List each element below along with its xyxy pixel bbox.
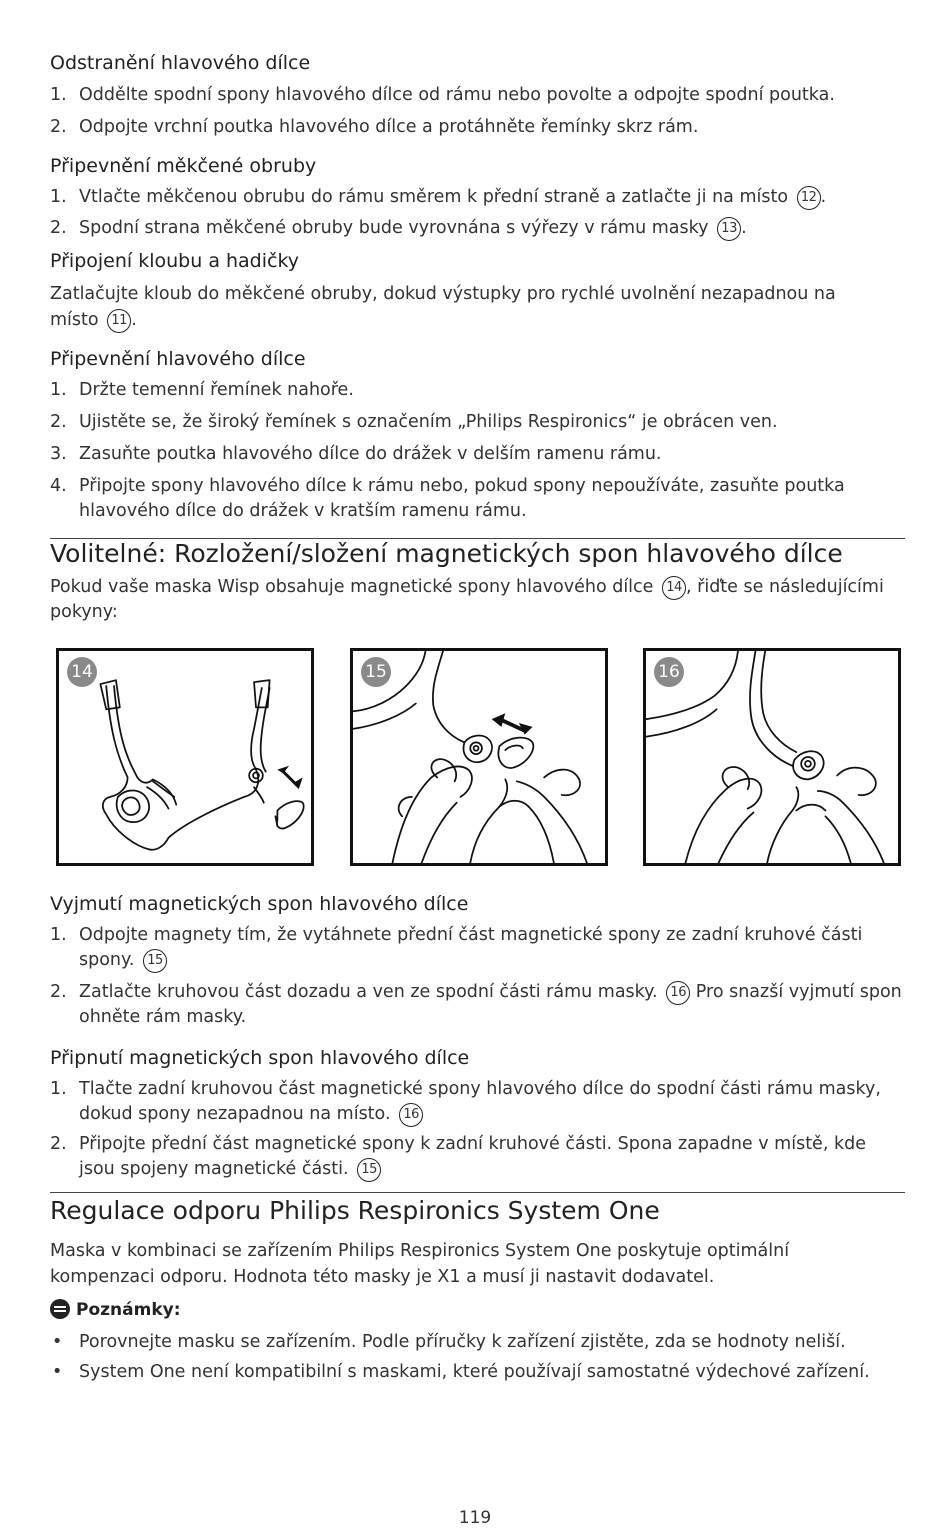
list-item bbox=[50, 1330, 905, 1355]
section-attach-elbow bbox=[50, 249, 840, 333]
figure-16 bbox=[643, 648, 901, 866]
list-item bbox=[50, 923, 905, 973]
list-item bbox=[50, 1360, 905, 1385]
section-title: Připevnění hlavového dílce bbox=[50, 348, 306, 370]
bullet: • bbox=[52, 1332, 63, 1352]
item-number: 2. bbox=[50, 117, 67, 137]
steps-list bbox=[50, 378, 905, 524]
steps-list bbox=[50, 923, 905, 1030]
list-item bbox=[50, 474, 905, 524]
item-number: 1. bbox=[50, 1079, 67, 1099]
figure-14 bbox=[56, 648, 314, 866]
figure-reference: 16 bbox=[399, 1103, 423, 1127]
figure-badge: 16 bbox=[654, 657, 684, 687]
section-divider bbox=[50, 1192, 905, 1193]
remove-clip-illustration bbox=[646, 651, 898, 863]
item-text: Zatlačte kruhovou část dozadu a ven ze spodní části rámu masky. bbox=[79, 982, 658, 1002]
page-number: 119 bbox=[458, 1508, 492, 1528]
item-text: Odpojte magnety tím, že vytáhnete přední část magnetické spony ze zadní kruhové části spony. bbox=[79, 925, 863, 970]
figure-reference: 16 bbox=[666, 981, 690, 1005]
item-text: Připojte přední část magnetické spony k zadní kruhové části. Spona zapadne v místě, kde jsou spojeny magnetické části. bbox=[79, 1134, 866, 1179]
section-title: Připnutí magnetických spon hlavového dílce bbox=[50, 1047, 470, 1069]
item-text: System One není kompatibilní s maskami, které používají samostatné výdechové zařízení. bbox=[79, 1362, 870, 1382]
item-number: 2. bbox=[50, 412, 67, 432]
section-intro bbox=[50, 575, 905, 624]
figure-reference: 12 bbox=[797, 186, 821, 210]
section-attach-cushion bbox=[50, 154, 905, 241]
list-item bbox=[50, 1077, 905, 1127]
paragraph-text: Zatlačujte kloub do měkčené obruby, dokud výstupky pro rychlé uvolnění nezapadnou na místo bbox=[50, 284, 836, 330]
list-item bbox=[50, 83, 905, 108]
list-item bbox=[50, 442, 905, 467]
item-text: Odpojte vrchní poutka hlavového dílce a protáhněte řemínky skrz rám. bbox=[79, 117, 699, 137]
steps-list bbox=[50, 185, 905, 241]
figure-reference: 15 bbox=[357, 1158, 381, 1182]
item-text: Ujistěte se, že široký řemínek s označením „Philips Respironics“ je obrácen ven. bbox=[79, 412, 778, 432]
section-title: Připevnění měkčené obruby bbox=[50, 155, 317, 177]
figure-reference: 11 bbox=[107, 309, 131, 333]
list-item bbox=[50, 378, 905, 403]
section-title: Vyjmutí magnetických spon hlavového dílce bbox=[50, 893, 469, 915]
intro-text: Pokud vaše maska Wisp obsahuje magnetické spony hlavového dílce bbox=[50, 577, 654, 597]
item-number: 4. bbox=[50, 476, 67, 496]
item-number: 1. bbox=[50, 380, 67, 400]
figure-reference: 14 bbox=[662, 576, 686, 600]
section-remove-magnetic-clips bbox=[50, 892, 905, 1030]
item-number: 3. bbox=[50, 444, 67, 464]
item-number: 2. bbox=[50, 218, 67, 238]
figure-reference: 13 bbox=[717, 217, 741, 241]
section-attach-headgear bbox=[50, 347, 905, 524]
item-number: 1. bbox=[50, 85, 67, 105]
item-number: 2. bbox=[50, 1134, 67, 1154]
item-suffix: . bbox=[741, 218, 747, 238]
figure-badge: 15 bbox=[361, 657, 391, 687]
notes-heading bbox=[50, 1298, 905, 1322]
item-text: Oddělte spodní spony hlavového dílce od rámu nebo povolte a odpojte spodní poutka. bbox=[79, 85, 835, 105]
steps-list bbox=[50, 83, 905, 140]
notes-title: Poznámky: bbox=[76, 1300, 181, 1320]
item-text: Vtlačte měkčenou obrubu do rámu směrem k přední straně a zatlačte ji na místo bbox=[79, 187, 789, 207]
figure-badge: 14 bbox=[67, 657, 97, 687]
section-text bbox=[50, 281, 840, 333]
section-system-one bbox=[50, 1196, 840, 1290]
section-text: Maska v kombinaci se zařízením Philips Respironics System One poskytuje optimální kompenzaci odporu. Hodnota této masky je X1 a musí ji nastavit dodavatel. bbox=[50, 1241, 790, 1287]
section-attach-magnetic-clips bbox=[50, 1046, 905, 1182]
item-text: Tlačte zadní kruhovou část magnetické spony hlavového dílce do spodní části rámu masky, dokud spony nezapadnou na místo. bbox=[79, 1079, 881, 1124]
notes-list bbox=[50, 1330, 905, 1385]
list-item bbox=[50, 1132, 905, 1182]
item-text: Držte temenní řemínek nahoře. bbox=[79, 380, 354, 400]
item-number: 1. bbox=[50, 187, 67, 207]
item-text: Připojte spony hlavového dílce k rámu nebo, pokud spony nepoužíváte, zasuňte poutka hlavového dílce do drážek v kratším ramenu rámu. bbox=[79, 476, 845, 521]
item-text: Spodní strana měkčené obruby bude vyrovnána s výřezy v rámu masky bbox=[79, 218, 709, 238]
item-text: Porovnejte masku se zařízením. Podle příručky k zařízení zjistěte, zda se hodnoty neliší. bbox=[79, 1332, 846, 1352]
section-heading: Regulace odporu Philips Respironics System One bbox=[50, 1196, 660, 1225]
section-title: Připojení kloubu a hadičky bbox=[50, 250, 300, 272]
figure-reference: 15 bbox=[143, 949, 167, 973]
list-item bbox=[50, 115, 905, 140]
note-icon bbox=[50, 1299, 70, 1319]
bullet: • bbox=[52, 1362, 63, 1382]
list-item bbox=[50, 185, 905, 210]
section-heading: Volitelné: Rozložení/složení magnetických spon hlavového dílce bbox=[50, 539, 843, 568]
paragraph-suffix: . bbox=[131, 310, 137, 330]
notes-section bbox=[50, 1298, 905, 1385]
item-suffix: . bbox=[820, 187, 827, 207]
section-magnetic-clips bbox=[50, 539, 905, 624]
detach-clip-illustration bbox=[353, 651, 605, 863]
list-item bbox=[50, 980, 905, 1030]
item-suffix: Pro snazší vyjmutí spon ohněte rám masky. bbox=[79, 982, 902, 1027]
mask-frame-illustration bbox=[59, 651, 311, 863]
intro-suffix: , řiďte se následujícími pokyny: bbox=[50, 577, 884, 622]
item-text: Zasuňte poutka hlavového dílce do drážek v delším ramenu rámu. bbox=[79, 444, 662, 464]
section-remove-headgear bbox=[50, 51, 905, 140]
steps-list bbox=[50, 1077, 905, 1182]
item-number: 2. bbox=[50, 982, 67, 1002]
list-item bbox=[50, 216, 905, 241]
item-number: 1. bbox=[50, 925, 67, 945]
figure-15 bbox=[350, 648, 608, 866]
section-title: Odstranění hlavového dílce bbox=[50, 52, 311, 74]
list-item bbox=[50, 410, 905, 435]
